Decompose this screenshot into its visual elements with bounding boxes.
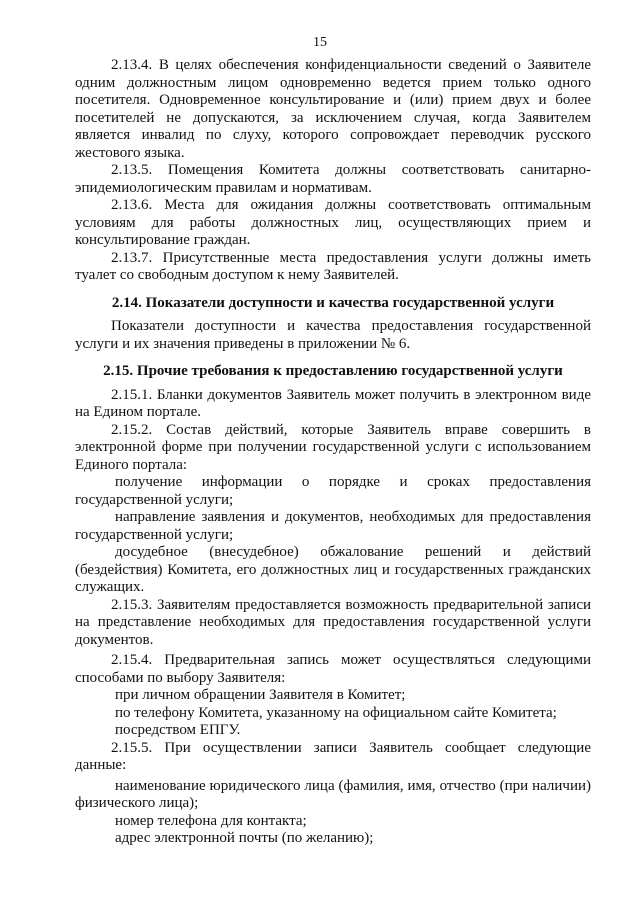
paragraph-2-15-4: 2.15.4. Предварительная запись может осуществляться следующими способами по выбору Заявителя: (75, 652, 591, 686)
list-item-2-15-4-a: при личном обращении Заявителя в Комитет; (115, 687, 406, 703)
document-body (75, 57, 591, 848)
list-item-2-15-2-b: направление заявления и документов, необходимых для предоставления государственной услуги; (75, 509, 591, 543)
list-item-2-15-4-c: посредством ЕПГУ. (115, 722, 241, 738)
list-item-2-15-4-b: по телефону Комитета, указанному на официальном сайте Комитета; (115, 704, 557, 721)
list-item-2-15-2-c: досудебное (внесудебное) обжалование решений и действий (бездействия) Комитета, его должностных лиц и государственных гражданских служащих. (75, 544, 591, 595)
list-item-2-15-5-a: наименование юридического лица (фамилия, имя, отчество (при наличии) физического лица); (75, 777, 591, 811)
paragraph-2-14: Показатели доступности и качества предоставления государственной услуги и их значения приведены в приложении № 6. (75, 318, 591, 352)
paragraph-2-13-7: 2.13.7. Присутственные места предоставления услуги должны иметь туалет со свободным доступом к нему Заявителей. (75, 249, 591, 283)
paragraph-2-15-3: 2.15.3. Заявителям предоставляется возможность предварительной записи на представление необходимых для предоставления государственной услуги документов. (75, 596, 591, 648)
paragraph-2-15-1: 2.15.1. Бланки документов Заявитель может получить в электронном виде на Едином портале. (75, 386, 591, 420)
page-number: 15 (313, 35, 327, 50)
list-item-2-15-5-b: номер телефона для контакта; (115, 812, 307, 829)
paragraph-2-15-5: 2.15.5. При осуществлении записи Заявитель сообщает следующие данные: (75, 739, 591, 773)
paragraph-2-15-2: 2.15.2. Состав действий, которые Заявитель вправе совершить в электронной форме при получении государственной услуги с использованием Единого портала: (75, 421, 591, 473)
paragraph-2-13-6: 2.13.6. Места для ожидания должны соответствовать оптимальным условиям для работы должностных лиц, осуществляющих прием и консультирование граждан. (75, 197, 591, 248)
section-heading-2-14: 2.14. Показатели доступности и качества государственной услуги (111, 294, 555, 311)
section-heading-2-15: 2.15. Прочие требования к предоставлению государственной услуги (103, 363, 563, 379)
paragraph-2-13-4: 2.13.4. В целях обеспечения конфиденциальности сведений о Заявителе одним должностным лицом одновременно ведется прием только одного посетителя. Одновременное консультирование и (или) прием двух и более посетителей не допускаются, за исключением случая, когда Заявителем является инвалид по слуху, которого сопровождает переводчик русского жестового языка. (75, 57, 591, 161)
paragraph-2-13-5: 2.13.5. Помещения Комитета должны соответствовать санитарно-эпидемиологическим правилам и нормативам. (75, 162, 591, 196)
list-item-2-15-5-c: адрес электронной почты (по желанию); (115, 830, 374, 846)
list-item-2-15-2-a: получение информации о порядке и сроках предоставления государственной услуги; (75, 474, 591, 508)
